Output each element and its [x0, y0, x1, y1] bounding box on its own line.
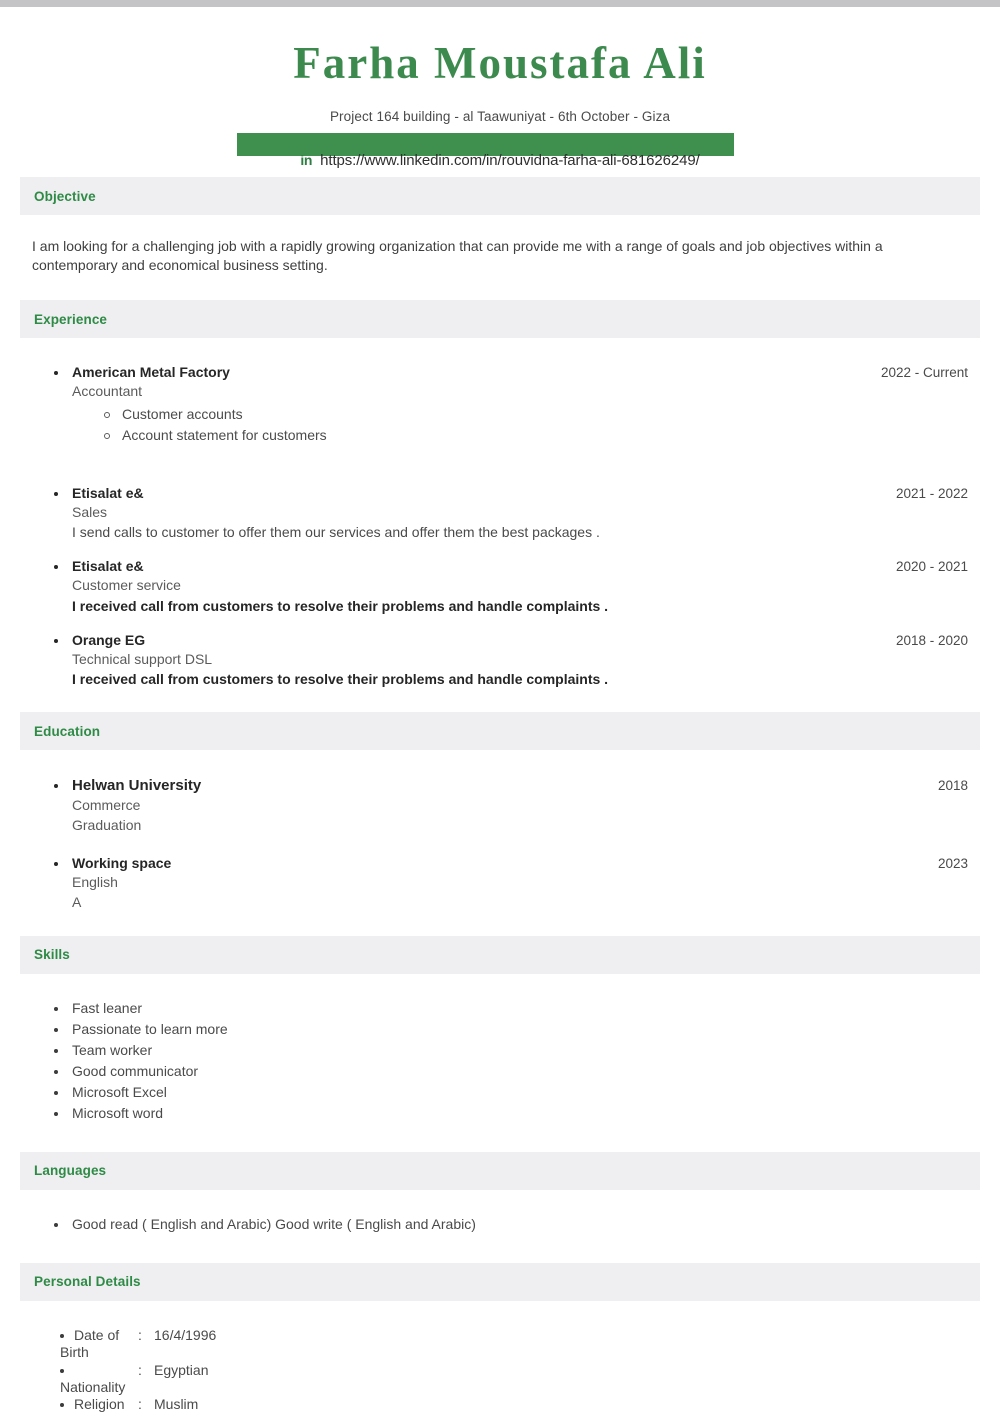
- section-header-education: [20, 712, 980, 750]
- section-body-experience: [0, 364, 1000, 688]
- languages-list: [20, 1216, 980, 1237]
- top-gray-band: [0, 0, 1000, 7]
- education-field: Commerce: [72, 797, 141, 814]
- experience-description: I send calls to customer to offer them our services and offer them the best packages .: [72, 524, 600, 541]
- education-field: English: [72, 873, 118, 890]
- experience-company: Etisalat e&: [52, 485, 144, 501]
- personal-detail-label-wrap: Birth: [60, 1344, 89, 1361]
- personal-detail-colon: :: [138, 1361, 142, 1378]
- section-body-skills: [0, 1000, 1000, 1126]
- section-title-personal-details: Personal Details: [34, 1274, 141, 1290]
- experience-date: 2020 - 2021: [895, 559, 968, 575]
- education-item-head: [52, 855, 980, 871]
- personal-detail-colon: :: [138, 1396, 142, 1413]
- education-institution: Working space: [52, 855, 171, 871]
- linkedin-icon: in: [300, 152, 313, 169]
- section-title-languages: Languages: [34, 1163, 107, 1179]
- list-item: Good communicator: [72, 1063, 980, 1084]
- experience-company: Orange EG: [52, 632, 145, 648]
- section-header-objective: [20, 177, 980, 215]
- linkedin-bar-wrapper: [0, 133, 1000, 177]
- experience-item-head: [52, 364, 980, 380]
- experience-item: [52, 632, 980, 688]
- experience-item-head: [52, 558, 980, 574]
- education-date: 2018: [937, 778, 968, 794]
- experience-date: 2021 - 2022: [895, 486, 968, 502]
- list-item: Microsoft word: [72, 1105, 980, 1126]
- linkedin-row: [0, 152, 1000, 170]
- list-item: Fast leaner: [72, 1000, 980, 1021]
- education-item-head: [52, 777, 980, 794]
- list-item: Passionate to learn more: [72, 1021, 980, 1042]
- personal-detail-label-wrap: Nationality: [60, 1378, 126, 1395]
- education-detail: Graduation: [72, 817, 142, 834]
- section-body-education: [0, 777, 1000, 911]
- section-header-languages: [20, 1152, 980, 1190]
- list-item: Team worker: [72, 1042, 980, 1063]
- personal-detail-value: 16/4/1996: [154, 1326, 217, 1343]
- experience-description: I received call from customers to resolve their problems and handle complaints .: [72, 670, 609, 687]
- list-item: Microsoft Excel: [72, 1084, 980, 1105]
- personal-detail-row: [60, 1327, 290, 1362]
- personal-details-list: [20, 1327, 980, 1414]
- section-header-experience: [20, 300, 980, 338]
- experience-item-head: [52, 485, 980, 501]
- section-body-objective: [0, 237, 1000, 274]
- section-header-personal-details: [20, 1263, 980, 1301]
- personal-detail-value: Egyptian: [154, 1361, 209, 1378]
- personal-detail-colon: :: [138, 1326, 142, 1343]
- experience-role: Technical support DSL: [72, 650, 213, 667]
- experience-bullet: Account statement for customers: [122, 425, 980, 447]
- skills-list: [20, 1000, 980, 1126]
- candidate-address: Project 164 building - al Taawuniyat - 6th October - Giza: [329, 109, 671, 125]
- section-title-skills: Skills: [34, 947, 70, 963]
- education-date: 2023: [937, 855, 968, 871]
- candidate-name: Farha Moustafa Ali: [293, 38, 707, 88]
- personal-detail-label: Religion: [74, 1396, 125, 1413]
- experience-role: Accountant: [72, 383, 143, 400]
- education-item: [52, 855, 980, 911]
- experience-item-head: [52, 632, 980, 648]
- experience-item: [52, 364, 980, 447]
- personal-detail-label: Date of: [74, 1326, 120, 1343]
- experience-bullet: Customer accounts: [122, 404, 980, 426]
- section-title-education: Education: [34, 723, 101, 739]
- section-body-languages: [0, 1216, 1000, 1237]
- experience-role: Sales: [72, 504, 108, 521]
- education-institution: Helwan University: [52, 777, 201, 794]
- objective-text: I am looking for a challenging job with a rapidly growing organization that can provide me with a range of goals and job objectives within a contemporary and economical business setting.: [32, 238, 883, 273]
- personal-detail-row: [60, 1396, 290, 1413]
- document-sheet: [0, 7, 1000, 1414]
- linkedin-url[interactable]: https://www.linkedin.com/in/rouvidna-farha-ali-681626249/: [320, 152, 700, 170]
- experience-item: [52, 558, 980, 614]
- experience-company: American Metal Factory: [52, 364, 230, 380]
- section-header-skills: [20, 936, 980, 974]
- experience-date: 2022 - Current: [880, 365, 968, 381]
- section-body-personal-details: [0, 1327, 1000, 1414]
- experience-item: [52, 485, 980, 541]
- experience-bullet-list: [52, 404, 980, 447]
- section-title-objective: Objective: [34, 188, 96, 204]
- resume-header: [0, 7, 1000, 177]
- education-detail: A: [72, 893, 82, 910]
- experience-description: I received call from customers to resolve their problems and handle complaints .: [72, 597, 609, 614]
- experience-company: Etisalat e&: [52, 558, 144, 574]
- personal-detail-row: [60, 1362, 290, 1397]
- experience-date: 2018 - 2020: [895, 632, 968, 648]
- experience-role: Customer service: [72, 577, 181, 594]
- personal-detail-value: Muslim: [154, 1396, 199, 1413]
- section-title-experience: Experience: [34, 311, 108, 327]
- education-item: [52, 777, 980, 834]
- list-item: Good read ( English and Arabic) Good write ( English and Arabic): [72, 1216, 980, 1237]
